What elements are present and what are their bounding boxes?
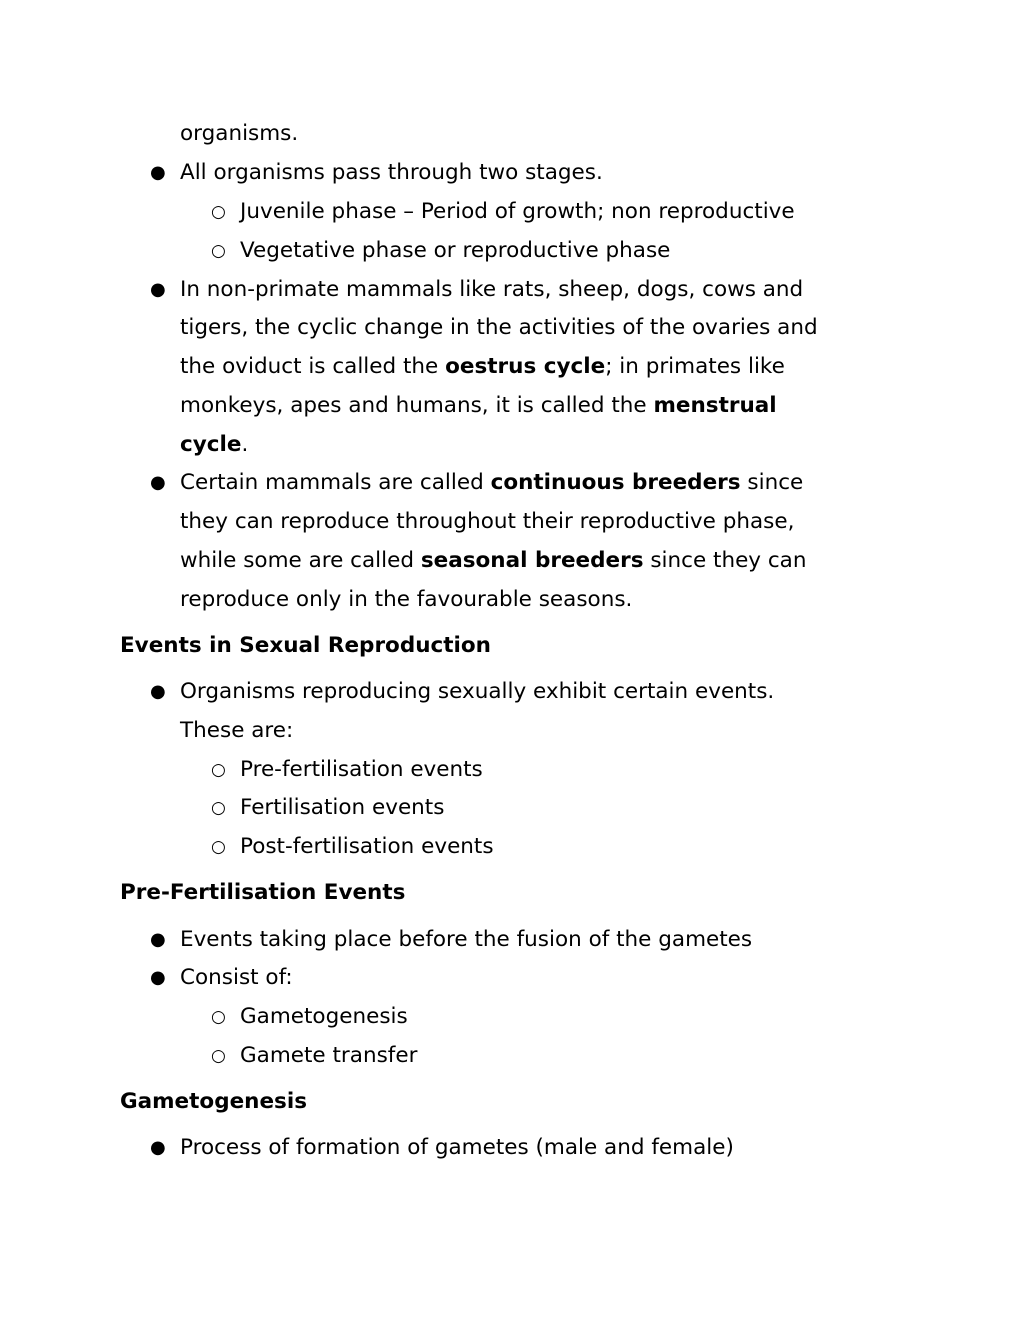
text: since <box>740 470 804 495</box>
text-line <box>180 354 785 380</box>
bullet-icon: ● <box>150 162 166 183</box>
text: ; in primates like <box>605 354 785 379</box>
text: the oviduct is called the <box>180 354 446 379</box>
text: Certain mammals are called <box>180 470 491 495</box>
text-line: In non-primate mammals like rats, sheep, dogs, cows and <box>180 277 804 302</box>
text-line <box>180 470 803 496</box>
bold-term: cycle <box>180 432 242 457</box>
text: while some are called <box>180 548 421 573</box>
text-line: Gametogenesis <box>240 1004 408 1029</box>
text-line: they can reproduce throughout their reproductive phase, <box>180 509 795 534</box>
hollow-bullet-icon: ○ <box>211 760 226 780</box>
text-line: Post-fertilisation events <box>240 834 494 859</box>
text-line: organisms. <box>180 121 299 146</box>
hollow-bullet-icon: ○ <box>211 798 226 818</box>
hollow-bullet-icon: ○ <box>211 1046 226 1066</box>
text-line: Fertilisation events <box>240 795 445 820</box>
section-heading: Pre-Fertilisation Events <box>120 880 406 905</box>
bullet-icon: ● <box>150 1137 166 1158</box>
bullet-icon: ● <box>150 279 166 300</box>
hollow-bullet-icon: ○ <box>211 241 226 261</box>
bold-term: oestrus cycle <box>445 354 606 379</box>
text: monkeys, apes and humans, it is called the <box>180 393 654 418</box>
hollow-bullet-icon: ○ <box>211 202 226 222</box>
text-line <box>180 548 806 574</box>
bullet-icon: ● <box>150 929 166 950</box>
text-line: Organisms reproducing sexually exhibit certain events. <box>180 679 775 704</box>
text: since they can <box>643 548 807 573</box>
text: . <box>241 432 249 457</box>
bold-term: seasonal breeders <box>420 548 644 573</box>
text-line: Consist of: <box>180 965 293 990</box>
text-line <box>180 393 777 419</box>
section-heading: Events in Sexual Reproduction <box>120 633 491 658</box>
bullet-icon: ● <box>150 967 166 988</box>
text-line: These are: <box>180 718 294 743</box>
text-line: Gamete transfer <box>240 1043 418 1068</box>
text-line: reproduce only in the favourable seasons. <box>180 587 633 612</box>
text-line: Pre-fertilisation events <box>240 757 483 782</box>
bullet-icon: ● <box>150 681 166 702</box>
text-line: All organisms pass through two stages. <box>180 160 603 185</box>
text-line: Vegetative phase or reproductive phase <box>240 238 671 263</box>
text-line: Juvenile phase – Period of growth; non reproductive <box>240 199 795 224</box>
bold-term: continuous breeders <box>490 470 741 495</box>
text-line: Events taking place before the fusion of the gametes <box>180 927 753 952</box>
text-line <box>180 432 248 458</box>
text-line: Process of formation of gametes (male and female) <box>180 1135 734 1160</box>
bullet-icon: ● <box>150 472 166 493</box>
bold-term: menstrual <box>653 393 777 418</box>
hollow-bullet-icon: ○ <box>211 1007 226 1027</box>
section-heading: Gametogenesis <box>120 1089 308 1114</box>
hollow-bullet-icon: ○ <box>211 837 226 857</box>
text-line: tigers, the cyclic change in the activities of the ovaries and <box>180 315 818 340</box>
